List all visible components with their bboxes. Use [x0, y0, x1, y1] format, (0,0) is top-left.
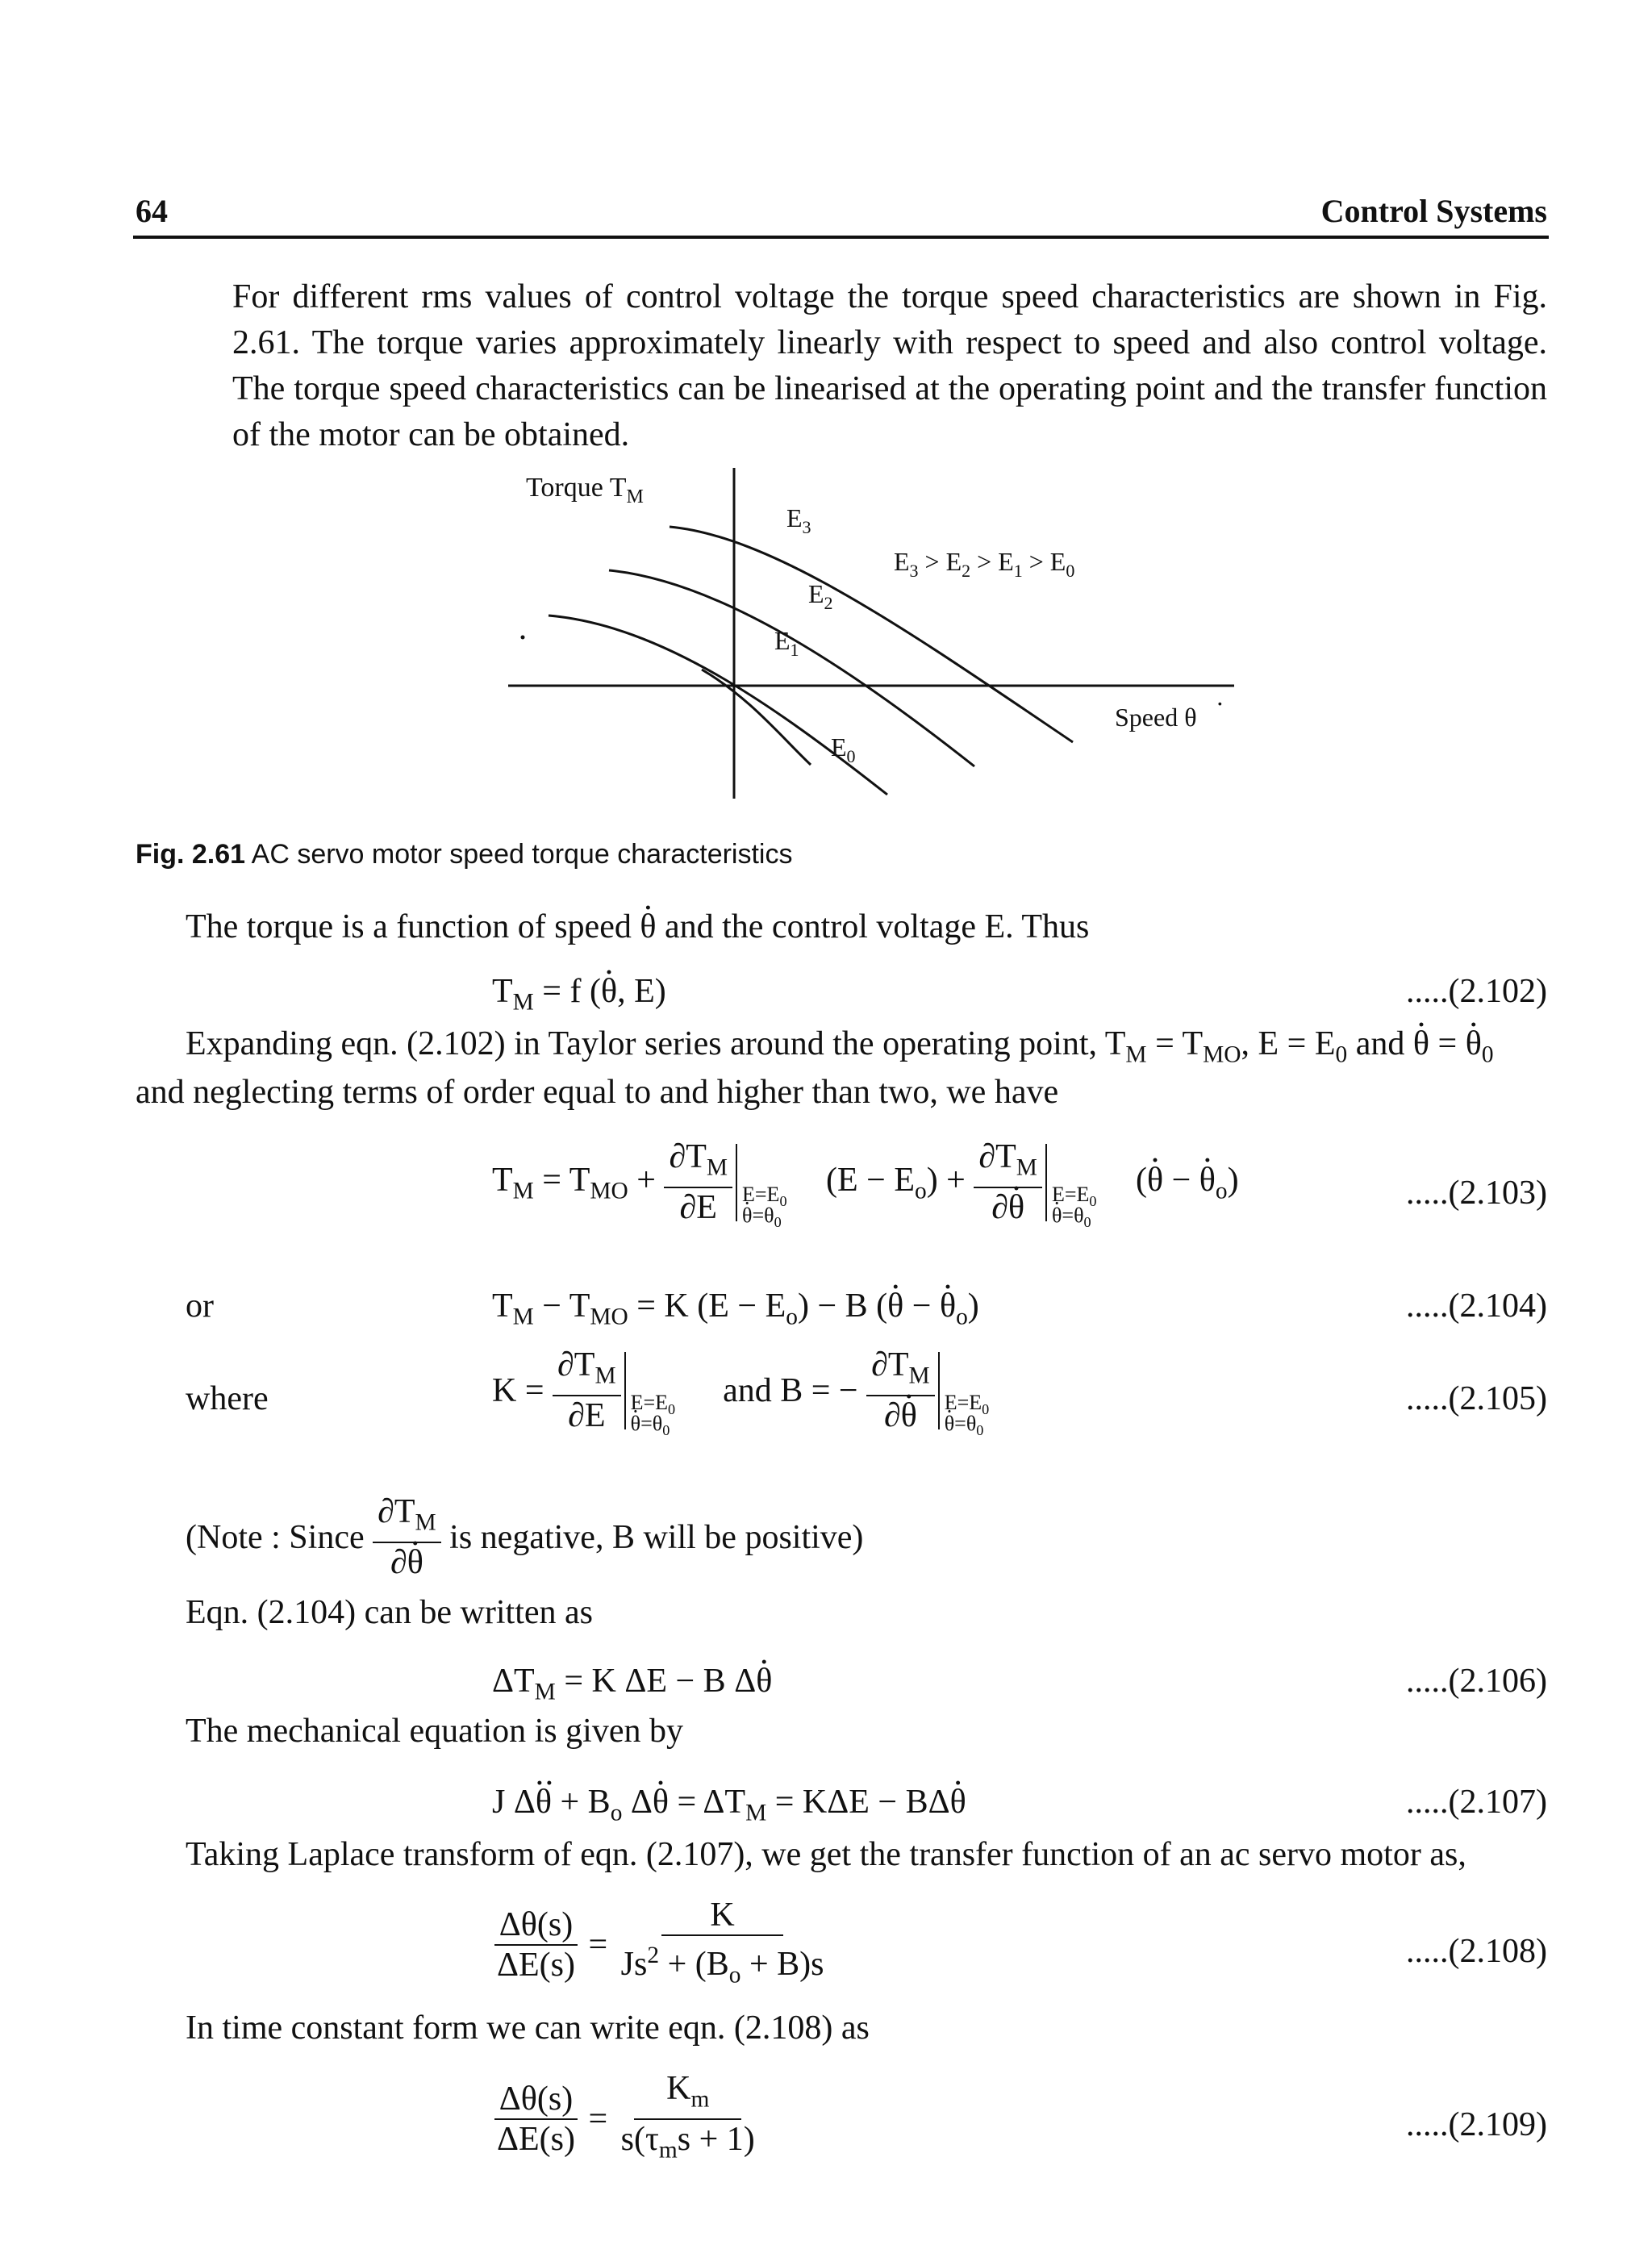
equation-2-106: $\Delta T_M = K$ ΔE − B Δθ · — [492, 1662, 772, 1705]
equation-2-103: $T_M = T_{MO}$ + $\frac{\partial T_M}{\partial E}$ $E=E_0$ $\theta \cdot=\theta_0$ $(E - E_o)$ + $\frac{\partial T_M}{\partial\theta}$ · $E=E_0$ $\theta \cdot=\theta_0$ (θ · − $\theta \cdot_o$) — [492, 1137, 1239, 1227]
eqno-2-107: .....(2.107) — [1406, 1784, 1547, 1821]
curve-label-e2: $E_2$ — [808, 579, 833, 613]
text-line-6: Taking Laplace transform of eqn. (2.107), we get the transfer function of an ac servo motor as, — [186, 1836, 1466, 1873]
eqno-2-105: .....(2.105) — [1406, 1380, 1547, 1417]
eqno-2-106: .....(2.106) — [1406, 1663, 1547, 1700]
x-axis-label: Speed θ — [1115, 703, 1197, 732]
eqno-2-102: .....(2.102) — [1406, 973, 1547, 1010]
curve-e1 — [549, 616, 887, 795]
text-line-2: Expanding eqn. (2.102) in Taylor series around the operating point, $T_M = T_{MO}$, $E = E_0$ and θ · = $\theta \cdot_0$ — [186, 1024, 1494, 1068]
text-line-3: and neglecting terms of order equal to and higher than two, we have — [136, 1074, 1059, 1111]
equation-2-108: $\frac{\Delta\theta(s)}{\Delta E(s)}$ = $\frac{K}{Js^2 + (B_o + B)s}$ — [492, 1896, 829, 1994]
page-number: 64 — [136, 193, 168, 229]
label-where: where — [186, 1380, 269, 1417]
equation-2-105: K = $\frac{\partial T_M}{\partial E}$ $E=E_0$ $\theta \cdot=\theta_0$ and B = − $\frac{\partial T_M}{\partial\theta}$ · $E=E_0$ $\theta \cdot=\theta_0$ — [492, 1346, 1028, 1435]
equation-2-104: $T_M - T_{MO} = K$ $(E - E_o) - B$ (θ · − $\theta \cdot_o$) — [492, 1287, 979, 1330]
eqno-2-109: .....(2.109) — [1406, 2106, 1547, 2143]
text-line-7: In time constant form we can write eqn. (2.108) as — [186, 2009, 870, 2047]
equation-2-107: J Δθ ·· + $B_o$ Δθ · = $\Delta T_M = K\Delta E - B\Delta\theta$ · — [492, 1783, 966, 1826]
eqno-2-104: .....(2.104) — [1406, 1287, 1547, 1325]
equation-2-109: $\frac{\Delta\theta(s)}{\Delta E(s)}$ = $\frac{K_m}{s(\tau_ms + 1)}$ — [492, 2069, 760, 2170]
intro-paragraph: For different rms values of control voltage the torque speed characteristics are shown in Fig. 2.61. The torque varies approximately linearly with respect to speed and also control voltage. The torque speed characteristics can be linearised at the operating point and the transfer function of the motor can be obtained. — [232, 278, 1547, 453]
text-line-1: The torque is a function of speed θ · and the control voltage E. Thus — [186, 908, 1089, 946]
equation-2-102: $T_M = f$ (θ ·, E) — [492, 972, 666, 1016]
note-line: (Note : Since $\frac{\partial T_M}{\partial\theta}$ · is negative, B will be positive) — [186, 1492, 863, 1582]
curve-label-e1: $E_1$ — [774, 626, 799, 660]
label-or: or — [186, 1287, 214, 1325]
curve-label-e0: $E_0$ — [831, 732, 856, 766]
torque-speed-figure — [508, 456, 1250, 815]
theta-dot-mark: · — [1216, 689, 1224, 718]
curve-label-e3: $E_3$ — [786, 503, 811, 537]
text-line-5: The mechanical equation is given by — [186, 1713, 683, 1750]
y-axis-label: Torque $T_M$ — [526, 473, 644, 507]
running-title: Control Systems — [1320, 193, 1547, 229]
figure-caption: Fig. 2.61 AC servo motor speed torque characteristics — [136, 839, 793, 870]
condition-label: $E_3 > E_2 > E_1 > E_0$ — [894, 547, 1075, 581]
curve-e2 — [609, 570, 974, 766]
eqno-2-103: .....(2.103) — [1406, 1175, 1547, 1212]
curve-e0 — [702, 670, 811, 765]
eqno-2-108: .....(2.108) — [1406, 1933, 1547, 1970]
stray-dot — [521, 636, 525, 640]
header-rule — [133, 236, 1549, 239]
text-line-4: Eqn. (2.104) can be written as — [186, 1594, 594, 1631]
